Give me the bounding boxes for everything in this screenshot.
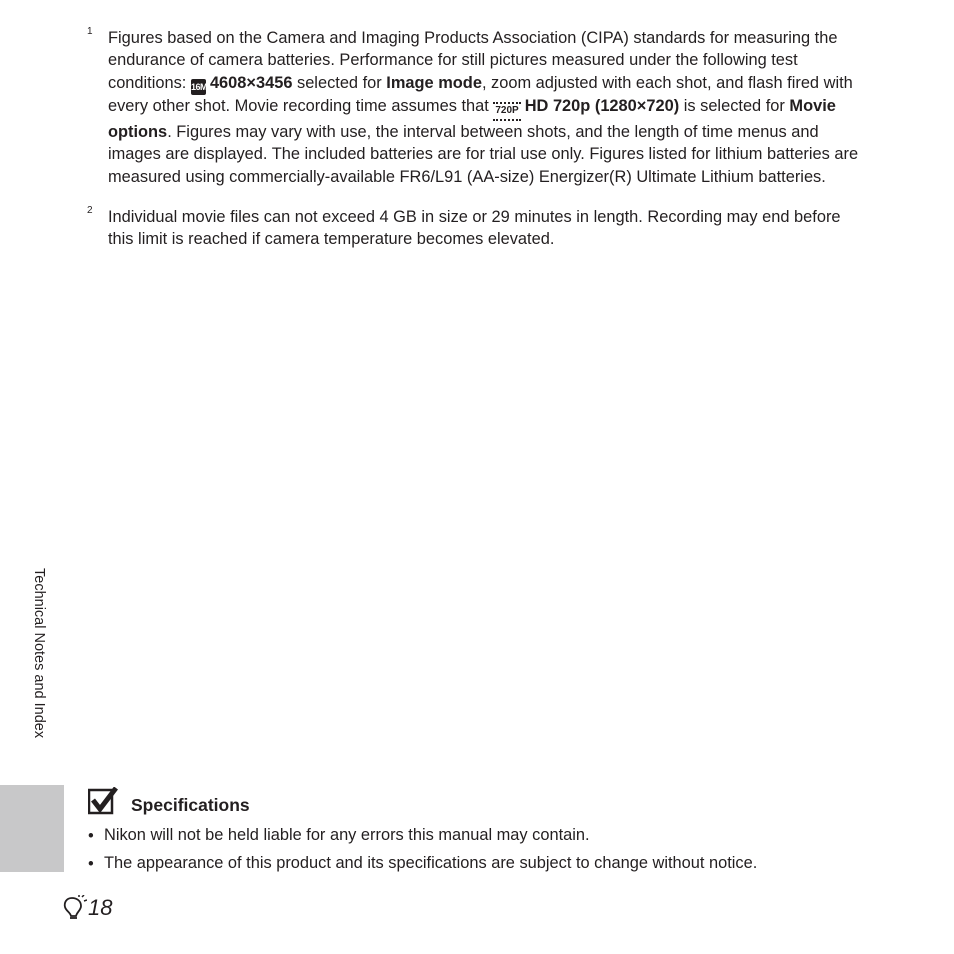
image-mode-label: Image mode	[386, 73, 482, 92]
movie-option-value: HD 720p (1280×720)	[524, 96, 680, 115]
footnote-1-text-c: , zoom adjusted with each shot, and flash fired with every other shot. Movie recording time assumes that	[108, 73, 853, 115]
footnote-2-marker: 2	[87, 205, 93, 216]
bullet-marker: •	[88, 855, 94, 873]
page-number	[61, 893, 112, 923]
specifications-title: Specifications	[131, 795, 250, 815]
list-item: The appearance of this product and its specifications are subject to change without notice.	[104, 854, 758, 872]
page-number-text: 18	[88, 895, 113, 920]
movie-options-label: Movie options	[108, 96, 836, 141]
technical-notes-icon	[61, 895, 87, 921]
footnote-1-text-d: is selected for	[683, 96, 785, 115]
side-tab	[0, 785, 64, 872]
footnote-1-marker: 1	[87, 26, 93, 37]
image-mode-16m-icon: 16M	[191, 79, 206, 95]
list-item: Nikon will not be held liable for any errors this manual may contain.	[104, 826, 590, 844]
footnote-1-text-a: Figures based on the Camera and Imaging Products Association (CIPA) standards for measuring the endurance of camera batteries. Performance for still pictures measured under the following test conditions:	[108, 29, 838, 92]
side-tab-label: Technical Notes and Index	[31, 568, 47, 739]
image-size-value: 4608×3456	[209, 73, 293, 92]
movie-720p-icon: 720P	[493, 102, 520, 121]
footnote-1	[108, 27, 868, 188]
footnote-2: Individual movie files can not exceed 4 GB in size or 29 minutes in length. Recording may end before this limit is reached if camera temperature becomes elevated.	[108, 208, 841, 249]
footnote-1-text-b: selected for	[297, 73, 382, 92]
bullet-marker: •	[88, 827, 94, 845]
check-icon	[88, 787, 118, 815]
footnote-1-text-e: . Figures may vary with use, the interval between shots, and the length of time menus and images are displayed. The included batteries are for trial use only. Figures listed for lithium batteries are measured using commercially-available FR6/L91 (AA-size) Energizer(R) Ultimate Lithium batteries.	[108, 122, 859, 186]
